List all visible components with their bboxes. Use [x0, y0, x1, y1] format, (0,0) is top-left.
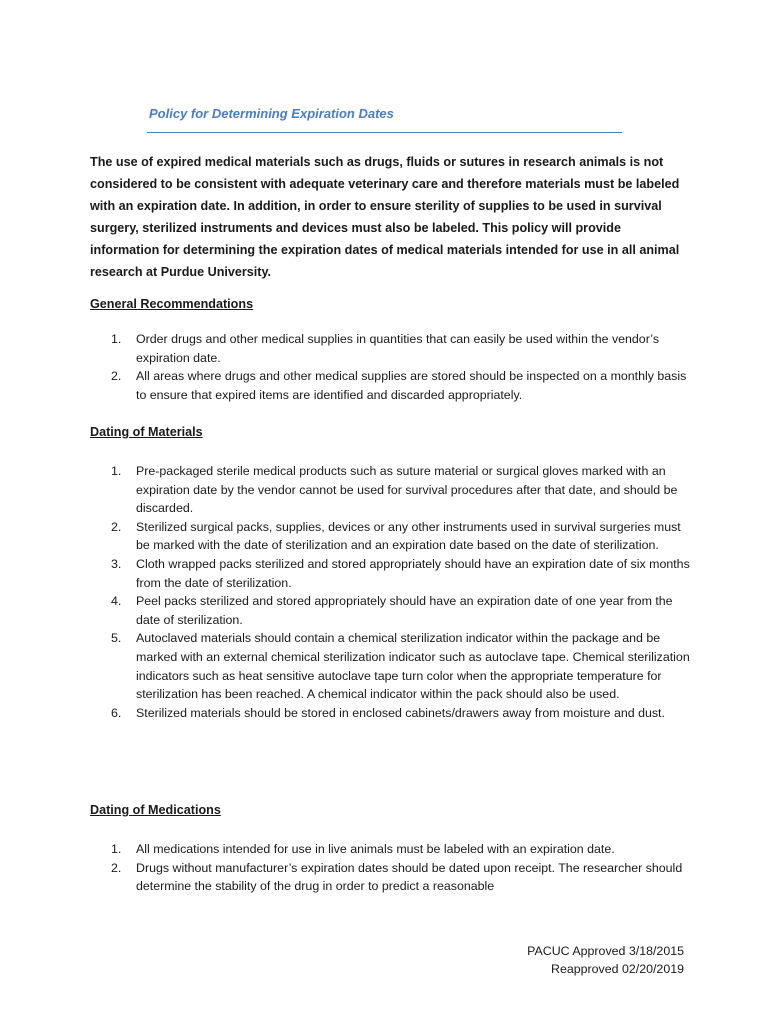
list-item-text: Cloth wrapped packs sterilized and stored appropriately should have an expiration date of six months from the date of sterilization.: [136, 556, 690, 590]
list-item: [111, 592, 691, 629]
list-item-number: 6.: [111, 705, 122, 720]
list-item: [111, 840, 691, 859]
general-recommendations-list: [111, 330, 691, 404]
list-item-number: 2.: [111, 369, 122, 384]
list-item-number: 1.: [111, 332, 122, 346]
section-heading-general-recommendations: General Recommendations: [90, 297, 254, 311]
list-item-text: Order drugs and other medical supplies in quantities that can easily be used within the vendor’s expiration date.: [136, 332, 660, 365]
list-item-text: Sterilized surgical packs, supplies, devices or any other instruments used in survival surgeries must be marked with the date of sterilization and an expiration date based on the date of sterilization.: [136, 519, 681, 553]
section-heading-dating-of-materials: Dating of Materials: [90, 425, 203, 439]
list-item: [111, 462, 691, 518]
list-item: [111, 859, 691, 896]
list-item-text: Drugs without manufacturer’s expiration dates should be dated upon receipt. The researcher should determine the stability of the drug in order to predict a reasonable: [136, 860, 683, 894]
reapproved-date-text: Reapproved 02/20/2019: [551, 962, 684, 976]
dating-of-medications-list: [111, 840, 691, 896]
list-item: [111, 518, 691, 555]
list-item-text: All medications intended for use in live animals must be labeled with an expiration date.: [136, 842, 615, 856]
list-item-number: 5.: [111, 631, 122, 646]
dating-of-materials-list: [111, 462, 691, 722]
list-item-number: 4.: [111, 594, 122, 609]
list-item-text: Peel packs sterilized and stored appropriately should have an expiration date of one year from the date of sterilization.: [136, 594, 673, 627]
list-item-text: Pre-packaged sterile medical products such as suture material or surgical gloves marked with an expiration date by the vendor cannot be used for survival procedures after that date, and should be discarded.: [136, 464, 678, 516]
list-item-text: All areas where drugs and other medical supplies are stored should be inspected on a monthly basis to ensure that expired items are identified and discarded appropriately.: [136, 369, 687, 402]
list-item-number: 3.: [111, 556, 122, 571]
intro-paragraph: The use of expired medical materials such as drugs, fluids or sutures in research animals is not considered to be consistent with adequate veterinary care and therefore materials must be labeled with an expiration date. In addition, in order to ensure sterility of supplies to be used in survival surgery, sterilized instruments and devices must also be labeled. This policy will provide information for determining the expiration dates of medical materials intended for use in all animal research at Purdue University.: [90, 155, 680, 279]
approval-footer: [527, 942, 684, 978]
list-item-number: 2.: [111, 519, 122, 534]
list-item: [111, 367, 691, 404]
list-item: [111, 555, 691, 592]
list-item-number: 1.: [111, 842, 122, 856]
list-item: [111, 330, 691, 367]
title-underline-rule: [147, 132, 622, 133]
list-item-number: 1.: [111, 464, 122, 478]
list-item: [111, 629, 691, 703]
section-heading-dating-of-medications: Dating of Medications: [90, 803, 221, 817]
approved-date-text: PACUC Approved 3/18/2015: [527, 944, 684, 958]
document-title: Policy for Determining Expiration Dates: [149, 106, 394, 121]
list-item-number: 2.: [111, 860, 122, 875]
list-item-text: Autoclaved materials should contain a chemical sterilization indicator within the package and be marked with an external chemical sterilization indicator such as autoclave tape. Chemical sterilization indicators such as heat sensitive autoclave tape turn color when the appropriate temperature for sterilization has been reached. A chemical indicator within the pack should also be used.: [136, 631, 690, 702]
list-item: [111, 704, 691, 723]
list-item-text: Sterilized materials should be stored in enclosed cabinets/drawers away from moisture and dust.: [136, 705, 665, 720]
